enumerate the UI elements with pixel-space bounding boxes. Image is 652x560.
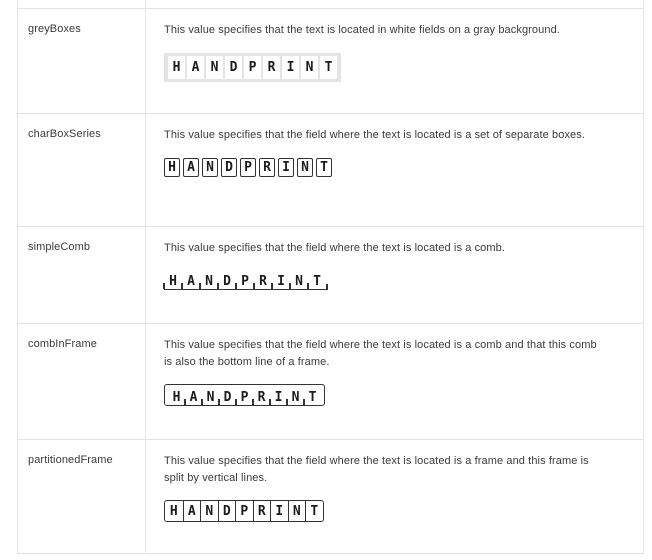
previous-row-sliver xyxy=(18,0,643,8)
char-cell: P xyxy=(235,501,253,521)
char-cell: H xyxy=(164,158,180,177)
value-name-label: combInFrame xyxy=(28,338,97,350)
char-cell: P xyxy=(244,56,261,79)
char-cell: T xyxy=(316,158,332,177)
value-name-cell xyxy=(18,440,146,553)
char-cell: H xyxy=(169,503,178,519)
char-cell: I xyxy=(270,385,287,405)
description-cell xyxy=(146,440,643,553)
value-name-cell xyxy=(18,9,146,113)
char-cell: D xyxy=(225,56,242,79)
char-cell: R xyxy=(253,385,270,405)
table-row-charboxseries xyxy=(18,113,643,226)
char-cell: D xyxy=(221,158,237,177)
handprint-example-partitionedframe xyxy=(164,500,324,522)
char-cell: N xyxy=(200,271,218,290)
description-cell xyxy=(146,227,643,323)
char-cell: P xyxy=(236,385,253,405)
char-cell: N xyxy=(202,385,219,405)
value-name-label: charBoxSeries xyxy=(28,128,101,140)
char-cell: A xyxy=(185,385,202,405)
char-cell: R xyxy=(254,271,272,290)
description-text: This value specifies that the field where the text is located is a frame and this frame is split by vertical lines. xyxy=(164,455,589,484)
char-cell: R xyxy=(263,56,280,79)
table-row-partitionedframe xyxy=(18,439,643,553)
description-cell xyxy=(146,114,643,226)
description-cell xyxy=(146,324,643,439)
value-name-label: partitionedFrame xyxy=(28,454,113,466)
char-cell: T xyxy=(305,501,323,521)
char-cell: N xyxy=(206,56,223,79)
table-row-combinframe xyxy=(18,323,643,439)
char-cell: P xyxy=(236,271,254,290)
handprint-example-simplecomb xyxy=(164,271,328,290)
char-cell: A xyxy=(183,158,199,177)
handprint-example-greyboxes xyxy=(164,53,341,82)
table-row-greyboxes xyxy=(18,8,643,113)
char-cell: D xyxy=(219,385,236,405)
char-cell: H xyxy=(172,390,181,405)
handprint-example-charboxseries xyxy=(164,158,332,177)
value-name-cell xyxy=(18,324,146,439)
char-cell: N xyxy=(288,501,306,521)
char-cell: H xyxy=(164,271,182,290)
char-cell: T xyxy=(304,385,321,405)
description-text: This value specifies that the text is located in white fields on a gray background. xyxy=(164,24,560,36)
char-cell: P xyxy=(240,158,256,177)
description-text: This value specifies that the field where the text is located is a comb and that this comb is also the bottom line of a frame. xyxy=(164,339,597,368)
char-cell: N xyxy=(297,158,313,177)
table-row-simplecomb xyxy=(18,226,643,323)
char-cell: N xyxy=(202,158,218,177)
char-cell: A xyxy=(187,56,204,79)
char-cell: I xyxy=(272,271,290,290)
char-cell: T xyxy=(308,271,326,290)
char-cell: T xyxy=(320,56,337,79)
value-name-label: simpleComb xyxy=(28,241,91,253)
char-cell: R xyxy=(253,501,271,521)
char-cell: N xyxy=(287,385,304,405)
description-cell xyxy=(146,9,643,113)
char-cell: A xyxy=(183,501,201,521)
handprint-example-combinframe xyxy=(164,384,325,406)
char-cell: A xyxy=(182,271,200,290)
char-cell: R xyxy=(259,158,275,177)
description-text: This value specifies that the field where the text is located is a comb. xyxy=(164,242,506,254)
char-cell: D xyxy=(218,271,236,290)
value-name-cell xyxy=(18,114,146,226)
char-cell: I xyxy=(270,501,288,521)
char-cell: I xyxy=(282,56,299,79)
char-cell: N xyxy=(200,501,218,521)
char-cell: I xyxy=(278,158,294,177)
value-name-label: greyBoxes xyxy=(28,23,81,35)
char-cell: N xyxy=(301,56,318,79)
char-cell: N xyxy=(290,271,308,290)
description-text: This value specifies that the field where the text is located is a set of separate boxes. xyxy=(164,129,586,141)
value-name-cell xyxy=(18,227,146,323)
field-styles-table xyxy=(17,0,644,554)
char-cell: D xyxy=(218,501,236,521)
char-cell: H xyxy=(168,56,185,79)
